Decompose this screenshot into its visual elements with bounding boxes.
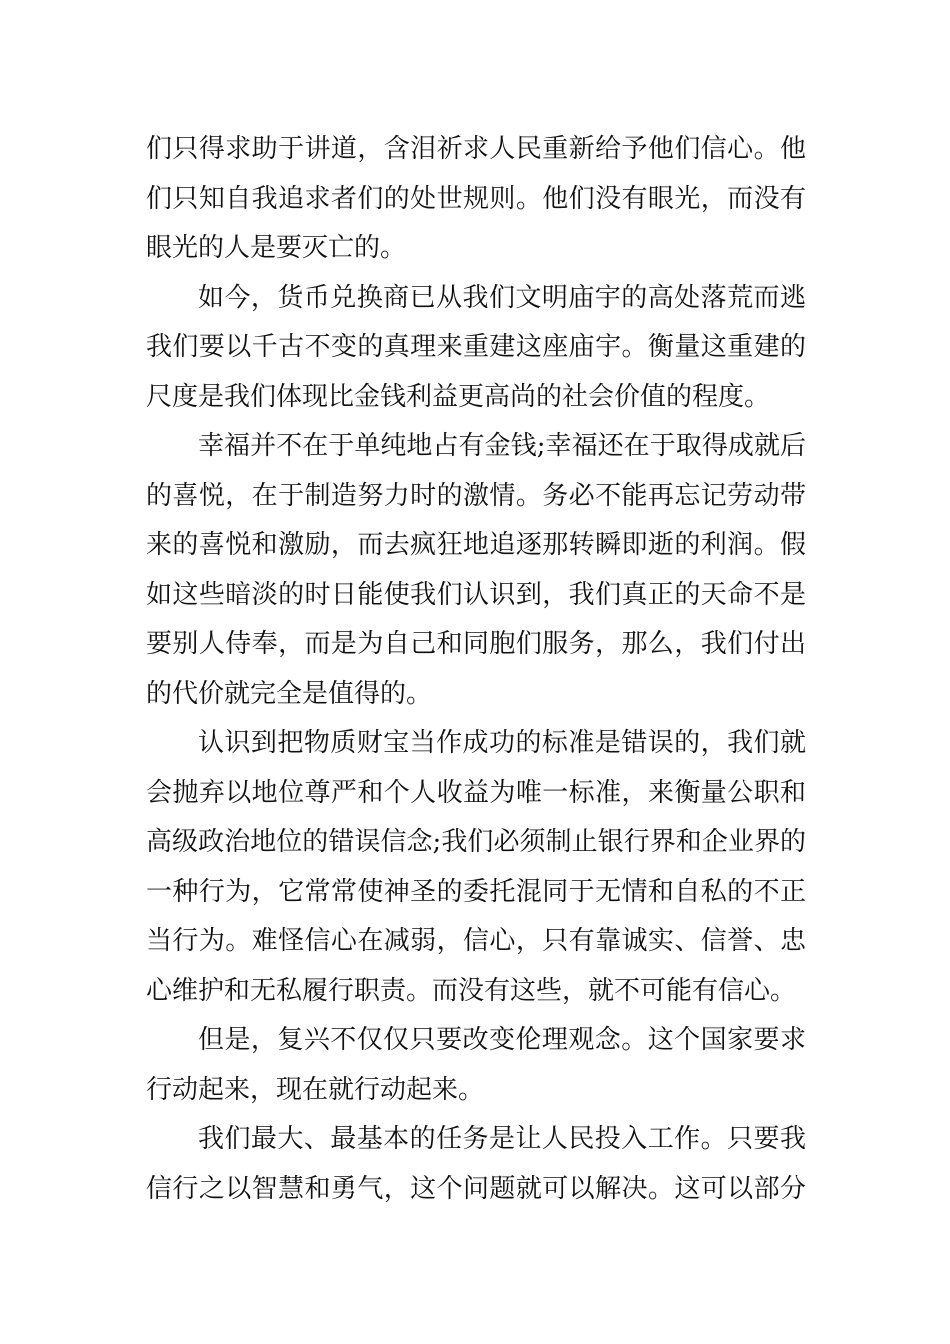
text-line: 尺度是我们体现比金钱利益更高尚的社会价值的程度。	[146, 381, 771, 412]
text-line: 当行为。难怪信心在减弱，信心，只有靠诚实、信誉、忠	[146, 926, 806, 956]
text-line: 如今，货币兑换商已从我们文明庙宇的高处落荒而逃	[198, 282, 806, 313]
text-line: 眼光的人是要灭亡的。	[146, 233, 407, 263]
text-line: 我们最大、最基本的任务是让人民投入工作。只要我	[198, 1124, 806, 1154]
text-line: 来的喜悦和激励，而去疯狂地追逐那转瞬即逝的利润。假	[146, 530, 806, 560]
text-line: 心维护和无私履行职责。而没有这些，就不可能有信心。	[146, 975, 797, 1006]
text-line: 幸福并不在于单纯地占有金钱;幸福还在于取得成就后	[198, 431, 806, 461]
text-line: 行动起来，现在就行动起来。	[146, 1074, 485, 1105]
text-line: 一种行为，它常常使神圣的委托混同于无情和自私的不正	[146, 876, 806, 907]
text-line: 要别人侍奉，而是为自己和同胞们服务，那么，我们付出	[146, 629, 806, 659]
text-line: 如这些暗淡的时日能使我们认识到，我们真正的天命不是	[146, 579, 806, 610]
text-line: 会抛弃以地位尊严和个人收益为唯一标准，来衡量公职和	[146, 777, 806, 808]
text-line: 的代价就完全是值得的。	[146, 678, 433, 709]
text-line: 的喜悦，在于制造努力时的激情。务必不能再忘记劳动带	[146, 480, 806, 511]
text-line: 们只知自我追求者们的处世规则。他们没有眼光，而没有	[146, 183, 806, 214]
text-line: 我们要以千古不变的真理来重建这座庙宇。衡量这重建的	[146, 332, 806, 362]
text-line: 但是，复兴不仅仅只要改变伦理观念。这个国家要求	[198, 1025, 806, 1055]
text-line: 高级政治地位的错误信念;我们必须制止银行界和企业界的	[146, 827, 806, 857]
text-line: 信行之以智慧和勇气，这个问题就可以解决。这可以部分	[146, 1173, 806, 1204]
body-text	[146, 125, 806, 1214]
text-line: 们只得求助于讲道，含泪祈求人民重新给予他们信心。他	[146, 134, 806, 164]
text-line: 认识到把物质财宝当作成功的标准是错误的，我们就	[198, 728, 806, 758]
